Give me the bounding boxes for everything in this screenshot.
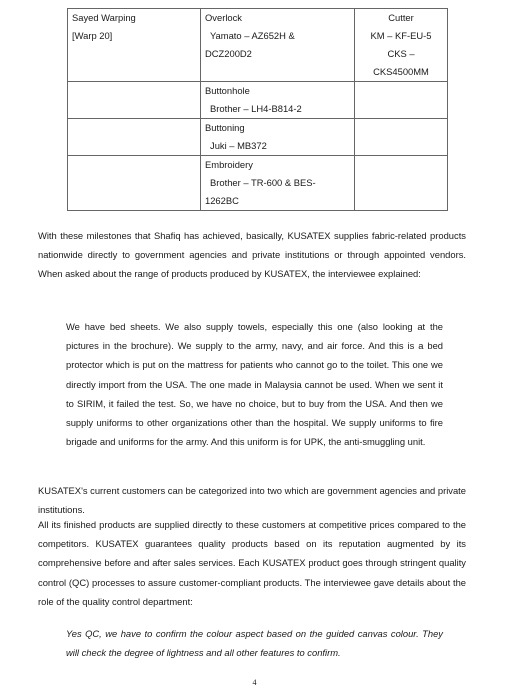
body-paragraph: All its finished products are supplied directly to these customers at competitive prices compared to the competitors. KUSATEX guarantees quality products based on its reputation augmented by its comprehensive before and after sales services. Each KUSATEX product goes through stringent quality control (QC) processes to assure customer-compliant products. The interviewee gave details about the role of the quality control department: bbox=[38, 519, 466, 607]
cell-text: DCZ200D2 bbox=[205, 48, 252, 59]
table-cell bbox=[355, 156, 448, 211]
table-cell bbox=[355, 119, 448, 156]
table-cell bbox=[201, 119, 355, 156]
table-row bbox=[68, 119, 448, 156]
table-row bbox=[68, 9, 448, 82]
cell-text: Sayed Warping bbox=[72, 12, 136, 23]
table-cell bbox=[68, 156, 201, 211]
table-cell bbox=[201, 156, 355, 211]
interview-quote-italic: Yes QC, we have to confirm the colour aspect based on the guided canvas colour. They will check the degree of lightness and all other features to confirm. bbox=[66, 628, 443, 659]
table-cell bbox=[355, 82, 448, 119]
cell-text: [Warp 20] bbox=[72, 30, 113, 41]
table-cell bbox=[201, 82, 355, 119]
page-number: 4 bbox=[252, 678, 257, 687]
body-paragraph: KUSATEX's current customers can be categorized into two which are government agencies and private institutions. bbox=[38, 485, 466, 516]
body-paragraph: With these milestones that Shafiq has achieved, basically, KUSATEX supplies fabric-related products nationwide directly to government agencies and private institutions or through appointed vendors. When asked about the range of products produced by KUSATEX, the interviewee explained: bbox=[38, 230, 466, 280]
cell-title: Embroidery bbox=[205, 159, 253, 170]
cell-text: Brother – LH4-B814-2 bbox=[210, 103, 302, 114]
cell-title: Buttoning bbox=[205, 122, 245, 133]
cell-text: KM – KF-EU-5 bbox=[370, 30, 432, 41]
cell-title: Buttonhole bbox=[205, 85, 250, 96]
cell-text: CKS – bbox=[387, 48, 415, 59]
machinery-table bbox=[67, 8, 448, 211]
table-cell bbox=[355, 9, 448, 82]
table-row bbox=[68, 156, 448, 211]
cell-title: Cutter bbox=[388, 12, 414, 23]
cell-text: Brother – TR-600 & BES- bbox=[210, 177, 316, 188]
cell-text: CKS4500MM bbox=[373, 66, 429, 77]
table-cell bbox=[68, 9, 201, 82]
table-cell bbox=[201, 9, 355, 82]
cell-text: Juki – MB372 bbox=[210, 140, 267, 151]
cell-text: 1262BC bbox=[205, 195, 239, 206]
table-cell bbox=[68, 119, 201, 156]
table-row bbox=[68, 82, 448, 119]
cell-title: Overlock bbox=[205, 12, 242, 23]
cell-text: Yamato – AZ652H & bbox=[210, 30, 295, 41]
table-cell bbox=[68, 82, 201, 119]
interview-quote: We have bed sheets. We also supply towels, especially this one (also looking at the pictures in the brochure). We supply to the army, navy, and air force. And this is a bed protector which is put on the mattress for patients who cannot go to the toilet. This one we directly import from the USA. The one made in Malaysia cannot be used. When we sent it to SIRIM, it failed the test. So, we have no choice, but to buy from the USA. And then we supply uniforms to other organizations other than the hospital. We supply uniforms to fire brigade and uniforms for the army. And this uniform is for UPK, the anti-smuggling unit. bbox=[66, 321, 443, 448]
